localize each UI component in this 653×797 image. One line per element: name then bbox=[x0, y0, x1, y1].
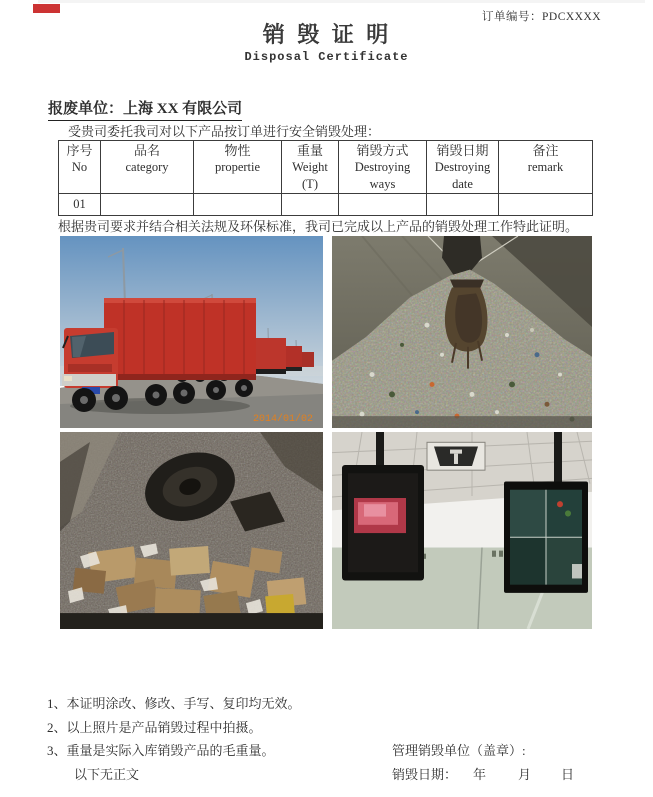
photo-monitoring-room bbox=[332, 432, 592, 629]
col-header-weight: 重量 Weight (T) bbox=[282, 141, 339, 194]
year-label: 年 bbox=[473, 766, 487, 782]
cell-serial-no: 01 bbox=[59, 194, 101, 216]
scrap-unit-line: 报废单位：上海 XX 有限公司 bbox=[48, 97, 242, 121]
day-label: 日 bbox=[561, 766, 575, 782]
footnotes bbox=[47, 692, 301, 786]
order-number: 订单编号：PDCXXXX bbox=[482, 11, 602, 23]
col-header-remark: 备注 remark bbox=[499, 141, 593, 194]
cell-destroying-ways bbox=[339, 194, 427, 216]
photo-destroyed-debris bbox=[60, 432, 323, 629]
col-header-destroying-ways: 销毁方式 Destroying ways bbox=[339, 141, 427, 194]
destroy-date-label: 销毁日期： bbox=[392, 766, 458, 782]
red-trucks-image bbox=[60, 236, 323, 428]
managing-unit-label: 管理销毁单位（盖章）: bbox=[392, 743, 526, 758]
cell-destroying-date bbox=[427, 194, 499, 216]
confirmation-line: 根据贵司要求并结合相关法规及环保标准，我司已完成以上产品的销毁处理工作特此证明。 bbox=[58, 219, 579, 234]
monitoring-room-image bbox=[332, 432, 592, 629]
red-stamp-mark bbox=[33, 4, 60, 13]
signature-block bbox=[392, 739, 574, 786]
cell-remark bbox=[499, 194, 593, 216]
cell-weight bbox=[282, 194, 339, 216]
garbage-pile-image bbox=[332, 236, 592, 428]
photo-timestamp: 2014/01/02 bbox=[253, 414, 314, 425]
footnote-3: 3、重量是实际入库销毁产品的毛重量。 bbox=[47, 743, 275, 758]
footnote-2: 2、以上照片是产品销毁过程中拍摄。 bbox=[47, 719, 262, 735]
destroy-date-line bbox=[392, 763, 574, 787]
footnote-1: 1、本证明涂改、修改、手写、复印均无效。 bbox=[47, 696, 301, 711]
destroyed-debris-image bbox=[60, 432, 323, 629]
photo-garbage-pile bbox=[332, 236, 592, 428]
table-row bbox=[59, 194, 593, 216]
evidence-photo-grid bbox=[60, 236, 592, 629]
col-header-category: 品名 category bbox=[101, 141, 194, 194]
cell-propertie bbox=[194, 194, 282, 216]
footnote-end: 以下无正文 bbox=[74, 766, 140, 782]
month-label: 月 bbox=[518, 766, 532, 782]
col-header-no: 序号 No bbox=[59, 141, 101, 194]
disposal-items-table bbox=[58, 140, 593, 216]
page-title: 销 毁 证 明 bbox=[262, 22, 391, 47]
intro-line: 受贵司委托我司对以下产品按订单进行安全销毁处理： bbox=[68, 124, 381, 139]
table-header-row bbox=[59, 141, 593, 194]
col-header-propertie: 物性 propertie bbox=[194, 141, 282, 194]
cell-category bbox=[101, 194, 194, 216]
col-header-destroying-date: 销毁日期 Destroying date bbox=[427, 141, 499, 194]
photo-red-trucks bbox=[60, 236, 323, 428]
scan-artifact-line bbox=[38, 0, 645, 3]
page-subtitle: Disposal Certificate bbox=[244, 50, 409, 64]
